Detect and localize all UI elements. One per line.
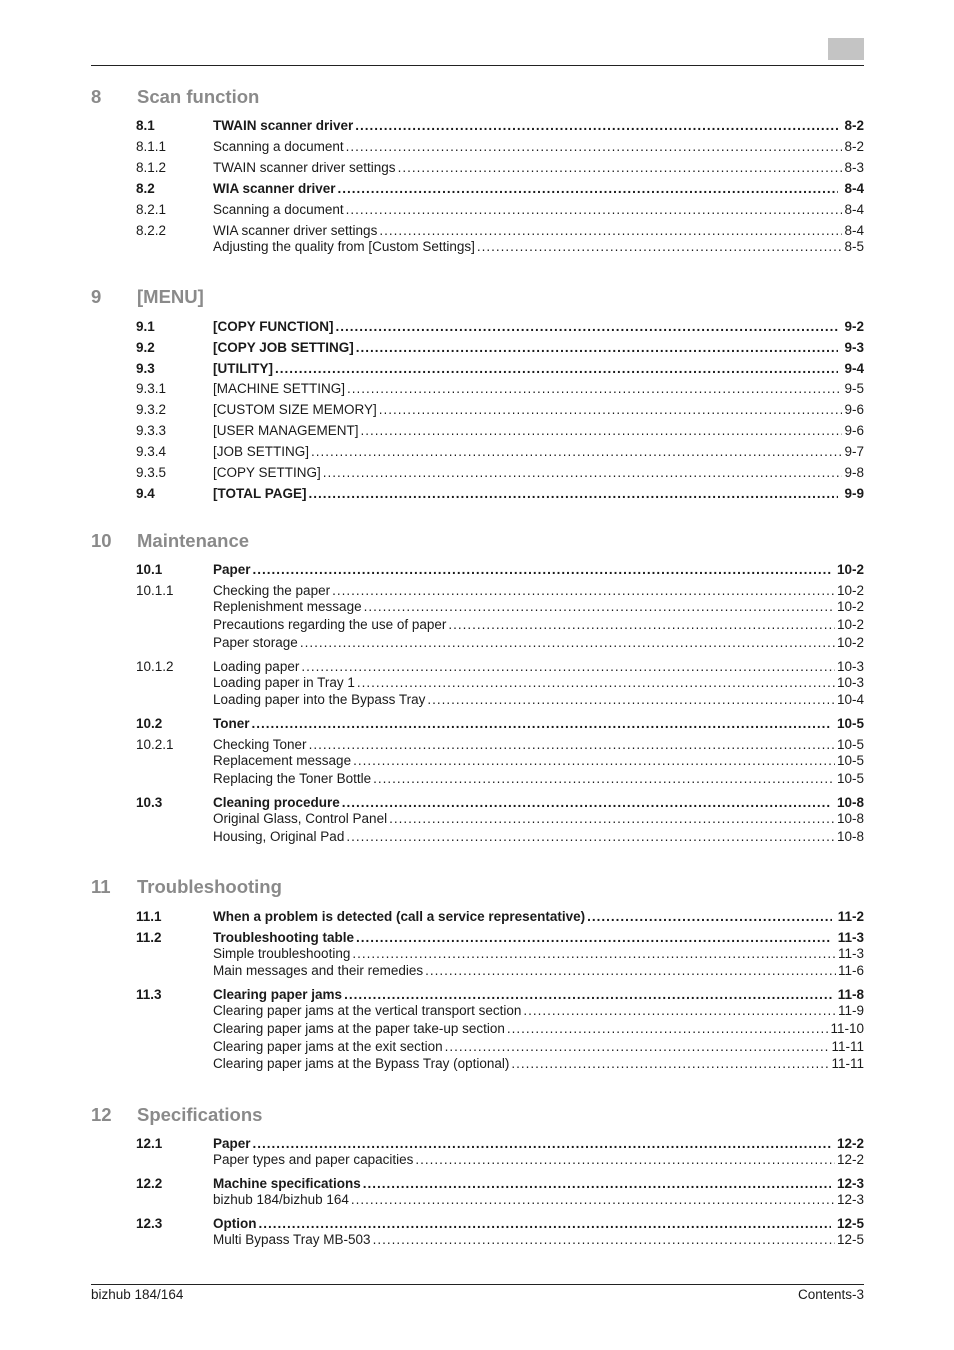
dot-leader bbox=[448, 617, 835, 633]
chapter-number: 9 bbox=[91, 286, 102, 307]
toc-entry-title: Checking Toner bbox=[213, 737, 307, 752]
toc-entry-line bbox=[213, 319, 864, 335]
toc-entry-page: 10-5 bbox=[836, 716, 864, 731]
dot-leader bbox=[373, 771, 835, 787]
toc-entry-page: 10-2 bbox=[836, 599, 864, 614]
toc-entry-page: 11-2 bbox=[837, 909, 864, 924]
toc-entry-number: 12.1 bbox=[136, 1136, 163, 1151]
toc-entry-number: 9.3.5 bbox=[136, 465, 167, 480]
toc-entry-line bbox=[213, 444, 864, 460]
toc-entry-page: 10-5 bbox=[836, 753, 864, 768]
toc-entry-page: 11-10 bbox=[830, 1021, 864, 1036]
dot-leader bbox=[352, 946, 836, 962]
toc-entry-line bbox=[213, 909, 864, 925]
dot-leader bbox=[507, 1021, 829, 1037]
dot-leader bbox=[253, 562, 831, 578]
toc-entry-line bbox=[213, 617, 864, 633]
chapter-title: Maintenance bbox=[137, 530, 250, 551]
toc-entry-title: [TOTAL PAGE] bbox=[213, 486, 307, 501]
toc-entry-number: 10.2 bbox=[136, 716, 163, 731]
toc-entry-page: 9-3 bbox=[844, 340, 864, 355]
toc-entry-title: TWAIN scanner driver bbox=[213, 118, 354, 133]
toc-entry-title: Machine specifications bbox=[213, 1176, 361, 1191]
dot-leader bbox=[332, 583, 835, 599]
dot-leader bbox=[389, 811, 835, 827]
toc-entry-number: 8.2 bbox=[136, 181, 155, 196]
toc-entry-line bbox=[213, 716, 864, 732]
toc-entry-title: [CUSTOM SIZE MEMORY] bbox=[213, 402, 377, 417]
toc-entry-title: bizhub 184/bizhub 164 bbox=[213, 1192, 349, 1207]
chapter-number: 11 bbox=[91, 876, 111, 897]
dot-leader bbox=[398, 160, 843, 176]
toc-entry-title: Cleaning procedure bbox=[213, 795, 340, 810]
toc-entry-title: Precautions regarding the use of paper bbox=[213, 617, 447, 632]
toc-entry-line bbox=[213, 829, 864, 845]
dot-leader bbox=[379, 402, 843, 418]
toc-entry-title: [JOB SETTING] bbox=[213, 444, 310, 459]
toc-entry-page: 8-2 bbox=[844, 139, 864, 154]
toc-entry-title: Housing, Original Pad bbox=[213, 829, 345, 844]
dot-leader bbox=[309, 486, 839, 502]
chapter-heading bbox=[91, 532, 249, 551]
dot-leader bbox=[344, 987, 832, 1003]
toc-entry-title: Replenishment message bbox=[213, 599, 362, 614]
toc-entry-page: 11-9 bbox=[837, 1003, 864, 1018]
toc-entry-number: 9.3.2 bbox=[136, 402, 167, 417]
toc-entry-number: 9.3.1 bbox=[136, 381, 167, 396]
toc-entry-title: [COPY FUNCTION] bbox=[213, 319, 334, 334]
toc-entry-title: TWAIN scanner driver settings bbox=[213, 160, 396, 175]
toc-entry-page: 11-11 bbox=[831, 1056, 864, 1071]
toc-entry-title: WIA scanner driver bbox=[213, 181, 336, 196]
toc-entry-page: 10-2 bbox=[836, 562, 864, 577]
toc-entry-line bbox=[213, 160, 864, 176]
toc-entry-number: 11.2 bbox=[136, 930, 162, 945]
dot-leader bbox=[587, 909, 832, 925]
toc-entry-page: 8-2 bbox=[844, 118, 864, 133]
toc-entry-line bbox=[213, 239, 864, 255]
dot-leader bbox=[309, 737, 835, 753]
toc-entry-number: 10.2.1 bbox=[136, 737, 174, 752]
toc-entry-number: 8.2.2 bbox=[136, 223, 167, 238]
toc-entry-line bbox=[213, 930, 864, 946]
toc-entry-line bbox=[213, 465, 864, 481]
dot-leader bbox=[346, 202, 843, 218]
dot-leader bbox=[361, 423, 843, 439]
toc-entry-number: 11.3 bbox=[136, 987, 162, 1002]
toc-entry-page: 11-3 bbox=[837, 930, 864, 945]
toc-entry-line bbox=[213, 181, 864, 197]
toc-entry-line bbox=[213, 1003, 864, 1019]
toc-entry-page: 10-8 bbox=[836, 829, 864, 844]
toc-entry-title: Adjusting the quality from [Custom Settings] bbox=[213, 239, 475, 254]
toc-entry-line bbox=[213, 946, 864, 962]
dot-leader bbox=[353, 753, 835, 769]
dot-leader bbox=[356, 340, 839, 356]
dot-leader bbox=[275, 361, 838, 377]
dot-leader bbox=[363, 1176, 831, 1192]
toc-entry-number: 11.1 bbox=[136, 909, 162, 924]
toc-entry-page: 8-4 bbox=[844, 223, 864, 238]
dot-leader bbox=[427, 692, 835, 708]
dot-leader bbox=[523, 1003, 836, 1019]
dot-leader bbox=[323, 465, 843, 481]
footer-product-name: bizhub 184/164 bbox=[91, 1287, 184, 1302]
toc-entry-line bbox=[213, 1136, 864, 1152]
toc-entry-page: 9-6 bbox=[844, 423, 864, 438]
toc-entry-page: 10-4 bbox=[836, 692, 864, 707]
toc-entry-title: Clearing paper jams at the paper take-up section bbox=[213, 1021, 505, 1036]
dot-leader bbox=[347, 381, 842, 397]
toc-entry-page: 8-3 bbox=[844, 160, 864, 175]
toc-entry-title: [USER MANAGEMENT] bbox=[213, 423, 359, 438]
toc-entry-title: Loading paper bbox=[213, 659, 300, 674]
toc-entry-title: Loading paper into the Bypass Tray bbox=[213, 692, 426, 707]
toc-entry-number: 12.3 bbox=[136, 1216, 163, 1231]
toc-entry-title: Scanning a document bbox=[213, 139, 344, 154]
toc-entry-number: 10.1.1 bbox=[136, 583, 174, 598]
chapter-number: 12 bbox=[91, 1104, 112, 1125]
toc-entry-page: 9-6 bbox=[844, 402, 864, 417]
dot-leader bbox=[336, 319, 839, 335]
dot-leader bbox=[364, 599, 835, 615]
toc-entry-line bbox=[213, 1021, 864, 1037]
dot-leader bbox=[346, 139, 843, 155]
toc-entry-line bbox=[213, 361, 864, 377]
toc-entry-line bbox=[213, 1176, 864, 1192]
toc-entry-page: 12-5 bbox=[836, 1216, 864, 1231]
toc-entry-line bbox=[213, 599, 864, 615]
toc-entry-number: 9.1 bbox=[136, 319, 155, 334]
toc-entry-page: 10-8 bbox=[836, 811, 864, 826]
toc-entry-line bbox=[213, 223, 864, 239]
toc-entry-page: 12-5 bbox=[836, 1232, 864, 1247]
toc-entry-page: 12-3 bbox=[836, 1192, 864, 1207]
toc-entry-page: 10-2 bbox=[836, 635, 864, 650]
toc-entry-title: Clearing paper jams at the Bypass Tray (optional) bbox=[213, 1056, 510, 1071]
footer-rule bbox=[91, 1284, 864, 1285]
toc-entry-page: 9-9 bbox=[844, 486, 864, 501]
toc-entry-line bbox=[213, 1056, 864, 1072]
toc-entry-line bbox=[213, 987, 864, 1003]
toc-entry-title: Replacing the Toner Bottle bbox=[213, 771, 372, 786]
toc-entry-title: Original Glass, Control Panel bbox=[213, 811, 388, 826]
dot-leader bbox=[445, 1039, 830, 1055]
toc-entry-title: [COPY JOB SETTING] bbox=[213, 340, 354, 355]
toc-entry-title: WIA scanner driver settings bbox=[213, 223, 378, 238]
toc-entry-page: 8-5 bbox=[844, 239, 864, 254]
toc-entry-line bbox=[213, 340, 864, 356]
toc-entry-number: 8.1.1 bbox=[136, 139, 167, 154]
chapter-title: Specifications bbox=[137, 1104, 263, 1125]
toc-entry-title: Paper storage bbox=[213, 635, 298, 650]
dot-leader bbox=[415, 1152, 835, 1168]
toc-entry-line bbox=[213, 771, 864, 787]
toc-entry-line bbox=[213, 737, 864, 753]
toc-entry-title: When a problem is detected (call a service representative) bbox=[213, 909, 586, 924]
toc-entry-number: 9.2 bbox=[136, 340, 155, 355]
toc-entry-line bbox=[213, 402, 864, 418]
toc-entry-title: [UTILITY] bbox=[213, 361, 273, 376]
chapter-heading bbox=[91, 1106, 262, 1125]
toc-entry-number: 10.1.2 bbox=[136, 659, 174, 674]
toc-entry-line bbox=[213, 202, 864, 218]
toc-entry-page: 10-2 bbox=[836, 617, 864, 632]
chapter-heading bbox=[91, 88, 259, 107]
toc-entry-title: Option bbox=[213, 1216, 257, 1231]
dot-leader bbox=[373, 1232, 835, 1248]
dot-leader bbox=[355, 118, 838, 134]
toc-entry-page: 10-5 bbox=[836, 737, 864, 752]
toc-entry-page: 9-7 bbox=[844, 444, 864, 459]
toc-entry-page: 10-3 bbox=[836, 675, 864, 690]
dot-leader bbox=[511, 1056, 829, 1072]
toc-entry-page: 11-11 bbox=[831, 1039, 864, 1054]
toc-entry-title: Toner bbox=[213, 716, 250, 731]
toc-entry-title: Paper bbox=[213, 1136, 251, 1151]
toc-entry-line bbox=[213, 118, 864, 134]
toc-entry-title: Clearing paper jams bbox=[213, 987, 343, 1002]
dot-leader bbox=[477, 239, 843, 255]
toc-entry-number: 12.2 bbox=[136, 1176, 163, 1191]
toc-entry-page: 12-2 bbox=[836, 1152, 864, 1167]
chapter-heading bbox=[91, 878, 282, 897]
dot-leader bbox=[311, 444, 842, 460]
toc-entry-line bbox=[213, 811, 864, 827]
toc-entry-title: Multi Bypass Tray MB-503 bbox=[213, 1232, 371, 1247]
toc-entry-number: 8.1.2 bbox=[136, 160, 167, 175]
toc-entry-page: 8-4 bbox=[844, 181, 864, 196]
toc-entry-title: Paper types and paper capacities bbox=[213, 1152, 414, 1167]
toc-entry-page: 12-2 bbox=[836, 1136, 864, 1151]
toc-entry-page: 10-5 bbox=[836, 771, 864, 786]
chapter-heading bbox=[91, 288, 204, 307]
toc-entry-number: 9.3.4 bbox=[136, 444, 167, 459]
dot-leader bbox=[300, 635, 835, 651]
dot-leader bbox=[338, 181, 839, 197]
toc-entry-page: 11-6 bbox=[837, 963, 864, 978]
toc-entry-line bbox=[213, 1192, 864, 1208]
toc-entry-number: 9.4 bbox=[136, 486, 155, 501]
dot-leader bbox=[379, 223, 842, 239]
toc-entry-page: 10-8 bbox=[836, 795, 864, 810]
dot-leader bbox=[252, 716, 831, 732]
toc-entry-page: 9-2 bbox=[844, 319, 864, 334]
toc-entry-line bbox=[213, 692, 864, 708]
toc-entry-title: Paper bbox=[213, 562, 251, 577]
toc-entry-page: 11-3 bbox=[837, 946, 864, 961]
header-tab-marker bbox=[828, 38, 864, 60]
toc-entry-number: 10.1 bbox=[136, 562, 163, 577]
toc-entry-title: Checking the paper bbox=[213, 583, 331, 598]
dot-leader bbox=[425, 963, 836, 979]
toc-entry-line bbox=[213, 583, 864, 599]
toc-entry-line bbox=[213, 659, 864, 675]
toc-entry-line bbox=[213, 562, 864, 578]
toc-entry-line bbox=[213, 1152, 864, 1168]
toc-entry-line bbox=[213, 139, 864, 155]
toc-entry-page: 11-8 bbox=[837, 987, 864, 1002]
dot-leader bbox=[259, 1216, 831, 1232]
toc-entry-number: 8.1 bbox=[136, 118, 155, 133]
toc-entry-line bbox=[213, 753, 864, 769]
dot-leader bbox=[346, 829, 835, 845]
toc-entry-line bbox=[213, 486, 864, 502]
toc-entry-title: Loading paper in Tray 1 bbox=[213, 675, 355, 690]
toc-entry-page: 10-2 bbox=[836, 583, 864, 598]
toc-entry-line bbox=[213, 795, 864, 811]
dot-leader bbox=[356, 930, 832, 946]
toc-entry-number: 9.3 bbox=[136, 361, 155, 376]
toc-entry-line bbox=[213, 635, 864, 651]
header-rule bbox=[91, 65, 864, 66]
toc-entry-number: 9.3.3 bbox=[136, 423, 167, 438]
toc-entry-line bbox=[213, 423, 864, 439]
toc-entry-number: 8.2.1 bbox=[136, 202, 167, 217]
toc-entry-page: 9-5 bbox=[844, 381, 864, 396]
toc-entry-title: Troubleshooting table bbox=[213, 930, 354, 945]
chapter-number: 10 bbox=[91, 530, 112, 551]
toc-entry-title: Replacement message bbox=[213, 753, 352, 768]
dot-leader bbox=[351, 1192, 835, 1208]
toc-entry-title: Scanning a document bbox=[213, 202, 344, 217]
chapter-title: Troubleshooting bbox=[137, 876, 282, 897]
toc-entry-title: Clearing paper jams at the vertical transport section bbox=[213, 1003, 522, 1018]
dot-leader bbox=[342, 795, 831, 811]
toc-entry-title: Main messages and their remedies bbox=[213, 963, 424, 978]
toc-entry-page: 10-3 bbox=[836, 659, 864, 674]
toc-entry-page: 9-8 bbox=[844, 465, 864, 480]
dot-leader bbox=[253, 1136, 831, 1152]
toc-entry-page: 8-4 bbox=[844, 202, 864, 217]
toc-entry-line bbox=[213, 675, 864, 691]
toc-entry-line bbox=[213, 963, 864, 979]
chapter-number: 8 bbox=[91, 86, 102, 107]
chapter-title: [MENU] bbox=[137, 286, 204, 307]
toc-entry-title: Simple troubleshooting bbox=[213, 946, 351, 961]
footer-page-number: Contents-3 bbox=[797, 1287, 864, 1302]
toc-entry-line bbox=[213, 1232, 864, 1248]
toc-entry-title: [MACHINE SETTING] bbox=[213, 381, 346, 396]
toc-entry-number: 10.3 bbox=[136, 795, 163, 810]
toc-entry-line bbox=[213, 1216, 864, 1232]
toc-entry-page: 9-4 bbox=[844, 361, 864, 376]
toc-entry-line bbox=[213, 1039, 864, 1055]
toc-entry-page: 12-3 bbox=[836, 1176, 864, 1191]
chapter-title: Scan function bbox=[137, 86, 260, 107]
toc-entry-line bbox=[213, 381, 864, 397]
dot-leader bbox=[357, 675, 835, 691]
toc-entry-title: [COPY SETTING] bbox=[213, 465, 321, 480]
dot-leader bbox=[301, 659, 835, 675]
toc-entry-title: Clearing paper jams at the exit section bbox=[213, 1039, 443, 1054]
